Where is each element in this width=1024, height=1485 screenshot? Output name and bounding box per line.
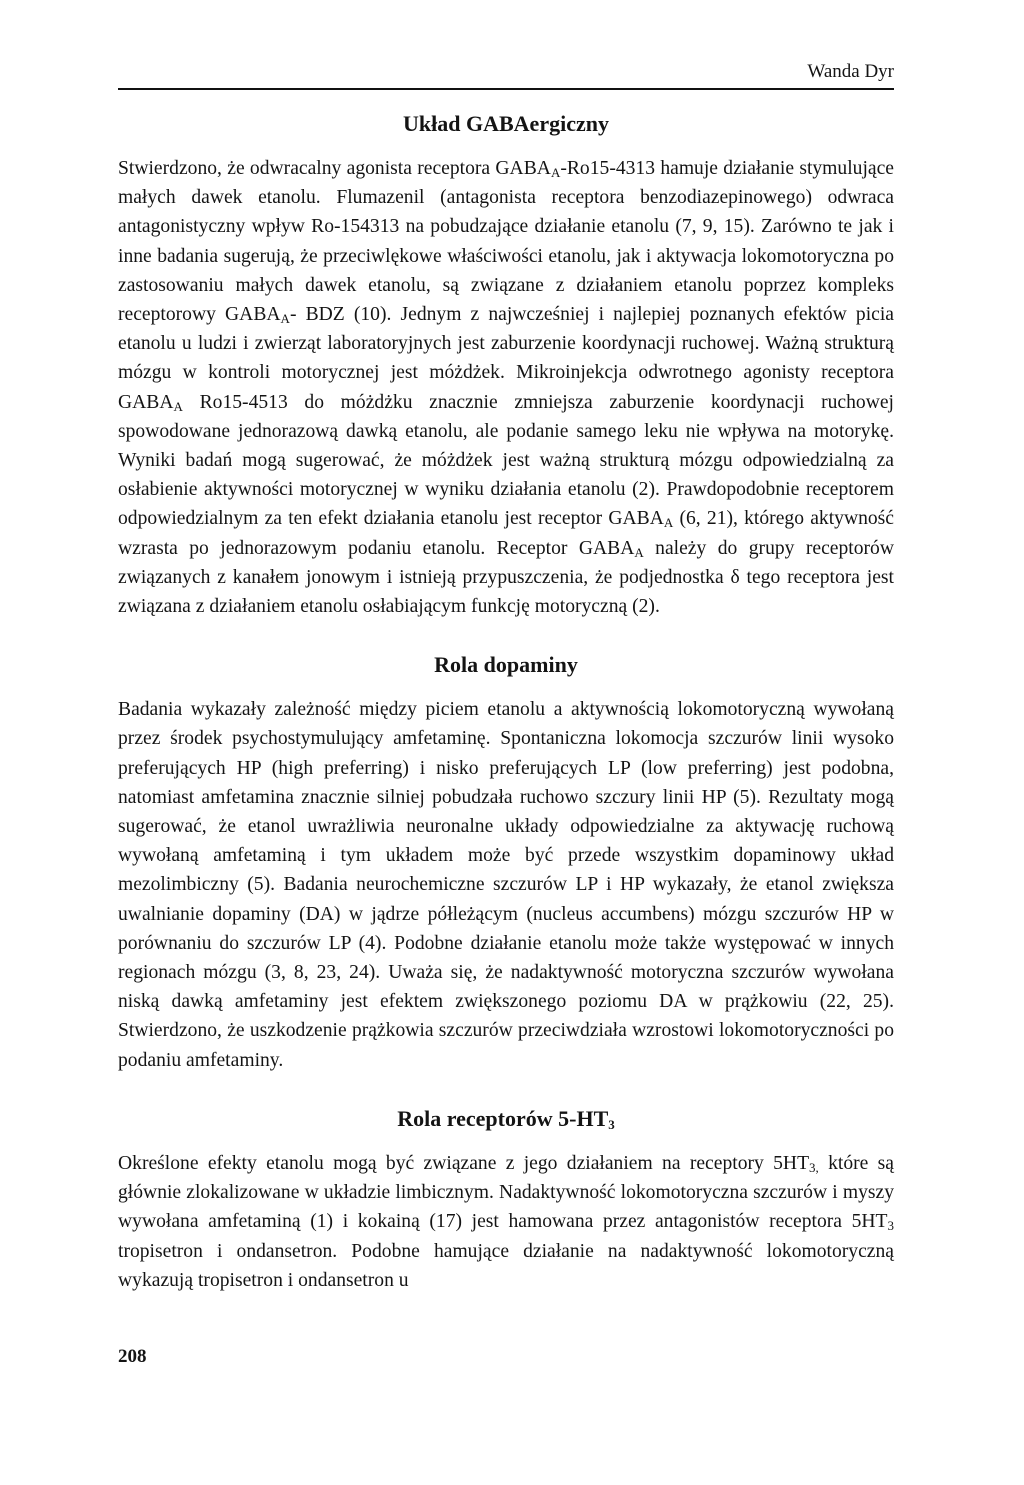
section-paragraph-gaba: Stwierdzono, że odwracalny agonista receptora $GABA_A-Ro15-4313$ hamuje działanie stymulujące małych dawek etanolu. Flumazenil (antagonista receptora benzodiazepinowego) odwraca antagonistyczny wpływ Ro-154313 na pobudzające działanie etanolu (7, 9, 15). Zarówno te jak i inne badania sugerują, że przeciwlękowe właściwości etanolu, jak i aktywacja lokomotoryczna po zastosowaniu małych dawek etanolu, są związane z działaniem etanolu poprzez kompleks receptorowy $GABA_A-$ BDZ (10). Jednym z najwcześniej i najlepiej poznanych efektów picia etanolu u ludzi i zwierząt laboratoryjnych jest zaburzenie koordynacji ruchowej. Ważną strukturą mózgu w kontroli motorycznej jest móżdżek. Mikroinjekcja odwrotnego agonisty receptora $GABA_A$ Ro15-4513 do móżdżku znacznie zmniejsza zaburzenie koordynacji ruchowej spowodowane jednorazową dawką etanolu, ale podanie samego leku nie wpływa na motorykę. Wyniki badań mogą sugerować, że móżdżek jest ważną strukturą mózgu odpowiedzialną za osłabienie aktywności motorycznej w wyniku działania etanolu (2). Prawdopodobnie receptorem odpowiedzialnym za ten efekt działania etanolu jest receptor $GABA_A$ (6, 21), którego aktywność wzrasta po jednorazowym podaniu etanolu. Receptor $GABA_A$ należy do grupy receptorów związanych z kanałem jonowym i istnieją przypuszczenia, że podjednostka δ tego receptora jest związana z działaniem etanolu osłabiającym funkcję motoryczną (2). <box>118 158 895 618</box>
section-title-gaba: Układ GABAergiczny <box>403 111 609 136</box>
page-number: 208 <box>118 1346 147 1367</box>
page-content <box>118 60 894 1295</box>
running-head-author: Wanda Dyr <box>118 60 894 90</box>
section-paragraph-5ht3: Określone efekty etanolu mogą być związane z jego działaniem na receptory $5HT_{3,}$ które są głównie zlokalizowane w układzie limbicznym. Nadaktywność lokomotoryczna szczurów i myszy wywołana amfetaminą (1) i kokainą (17) jest hamowana przez antagonistów receptora $5HT_3$ tropisetron i ondansetron. Podobne hamujące działanie na nadaktywność lokomotoryczną wykazują tropisetron i ondansetron u <box>118 1152 894 1291</box>
section-title-dopamine: Rola dopaminy <box>434 652 578 678</box>
section-title-5ht3: Rola receptorów $5-HT_3$ <box>397 1105 615 1132</box>
section-paragraph-dopamine: Badania wykazały zależność między piciem etanolu a aktywnością lokomotoryczną wywołaną przez środek psychostymulujący amfetaminę. Spontaniczna lokomocja szczurów linii wysoko preferujących HP (high preferring) i nisko preferujących LP (low preferring) jest podobna, natomiast amfetamina znacznie silniej pobudzała ruchowo szczury linii HP (5). Rezultaty mogą sugerować, że etanol uwrażliwia neuronalne układy odpowiedzialne za aktywację ruchową wywołaną amfetaminą i tym układem może być przede wszystkim dopaminowy układ mezolimbiczny (5). Badania neurochemiczne szczurów LP i HP wykazały, że etanol zwiększa uwalnianie dopaminy (DA) w jądrze półleżącym (nucleus accumbens) mózgu szczurów HP w porównaniu do szczurów LP (4). Podobne działanie etanolu może także występować w innych regionach mózgu (3, 8, 23, 24). Uważa się, że nadaktywność motoryczna szczurów wywołana niską dawką amfetaminy jest efektem zwiększonego poziomu DA w prążkowiu (22, 25). Stwierdzono, że uszkodzenie prążkowia szczurów przeciwdziała wzrostowi lokomotoryczności po podaniu amfetaminy. <box>118 699 894 1071</box>
